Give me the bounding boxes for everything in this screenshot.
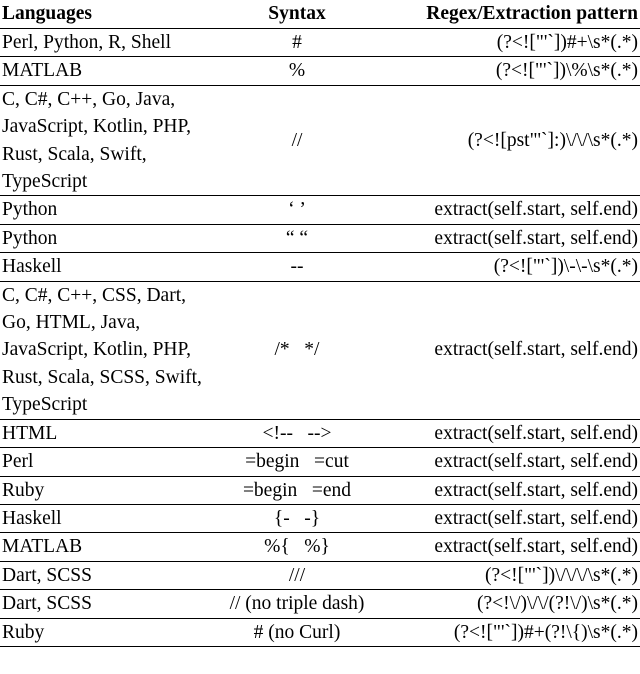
table-row bbox=[0, 196, 640, 224]
pattern-cell: extract(self.start, self.end) bbox=[382, 281, 640, 419]
syntax-cell: <!-- --> bbox=[212, 419, 382, 447]
header-languages: Languages bbox=[0, 0, 212, 29]
pattern-cell: (?<!["'`])#+(?!\{)\s*(.*) bbox=[382, 618, 640, 646]
syntax-cell: ‘ ’ bbox=[212, 196, 382, 224]
table-row bbox=[0, 561, 640, 589]
table-row bbox=[0, 57, 640, 85]
syntax-cell: =begin =end bbox=[212, 476, 382, 504]
syntax-cell: “ “ bbox=[212, 224, 382, 252]
languages-cell: Dart, SCSS bbox=[0, 590, 212, 618]
languages-cell: MATLAB bbox=[0, 57, 212, 85]
syntax-cell: /* */ bbox=[212, 281, 382, 419]
languages-cell: Perl bbox=[0, 448, 212, 476]
table-row bbox=[0, 533, 640, 561]
pattern-cell: extract(self.start, self.end) bbox=[382, 448, 640, 476]
syntax-cell: {- -} bbox=[212, 504, 382, 532]
syntax-cell: # (no Curl) bbox=[212, 618, 382, 646]
header-syntax: Syntax bbox=[212, 0, 382, 29]
pattern-cell: extract(self.start, self.end) bbox=[382, 504, 640, 532]
table-row bbox=[0, 476, 640, 504]
syntax-cell: /// bbox=[212, 561, 382, 589]
table-row bbox=[0, 253, 640, 281]
syntax-cell: =begin =cut bbox=[212, 448, 382, 476]
languages-cell: MATLAB bbox=[0, 533, 212, 561]
table-row bbox=[0, 85, 640, 196]
header-pattern: Regex/Extraction pattern bbox=[382, 0, 640, 29]
languages-cell: Python bbox=[0, 224, 212, 252]
table-row bbox=[0, 29, 640, 57]
languages-cell: Perl, Python, R, Shell bbox=[0, 29, 212, 57]
header-row bbox=[0, 0, 640, 29]
pattern-cell: (?<!["'`])\%\s*(.*) bbox=[382, 57, 640, 85]
pattern-cell: extract(self.start, self.end) bbox=[382, 224, 640, 252]
pattern-cell: (?<!["'`])\/\/\/\s*(.*) bbox=[382, 561, 640, 589]
table-row bbox=[0, 590, 640, 618]
languages-cell: C, C#, C++, CSS, Dart, Go, HTML, Java, JavaScript, Kotlin, PHP, Rust, Scala, SCSS, Swift, TypeScript bbox=[0, 281, 212, 419]
table-row bbox=[0, 618, 640, 646]
languages-cell: C, C#, C++, Go, Java, JavaScript, Kotlin, PHP, Rust, Scala, Swift, TypeScript bbox=[0, 85, 212, 196]
languages-cell: Dart, SCSS bbox=[0, 561, 212, 589]
table-row bbox=[0, 448, 640, 476]
pattern-cell: extract(self.start, self.end) bbox=[382, 196, 640, 224]
syntax-cell: // bbox=[212, 85, 382, 196]
languages-cell: Python bbox=[0, 196, 212, 224]
syntax-cell: -- bbox=[212, 253, 382, 281]
pattern-cell: extract(self.start, self.end) bbox=[382, 533, 640, 561]
table-row bbox=[0, 419, 640, 447]
pattern-cell: (?<!["'`])#+\s*(.*) bbox=[382, 29, 640, 57]
languages-cell: Haskell bbox=[0, 504, 212, 532]
languages-cell: Ruby bbox=[0, 476, 212, 504]
syntax-cell: % bbox=[212, 57, 382, 85]
table-row bbox=[0, 224, 640, 252]
languages-cell: Haskell bbox=[0, 253, 212, 281]
pattern-cell: extract(self.start, self.end) bbox=[382, 476, 640, 504]
pattern-cell: (?<![pst"'`]:)\/\/\s*(.*) bbox=[382, 85, 640, 196]
pattern-cell: (?<!["'`])\-\-\s*(.*) bbox=[382, 253, 640, 281]
syntax-cell: %{ %} bbox=[212, 533, 382, 561]
syntax-cell: // (no triple dash) bbox=[212, 590, 382, 618]
table-row bbox=[0, 504, 640, 532]
syntax-cell: # bbox=[212, 29, 382, 57]
table-row bbox=[0, 281, 640, 419]
languages-cell: HTML bbox=[0, 419, 212, 447]
pattern-cell: extract(self.start, self.end) bbox=[382, 419, 640, 447]
languages-cell: Ruby bbox=[0, 618, 212, 646]
pattern-cell: (?<!\/)\/\/(?!\/)\s*(.*) bbox=[382, 590, 640, 618]
